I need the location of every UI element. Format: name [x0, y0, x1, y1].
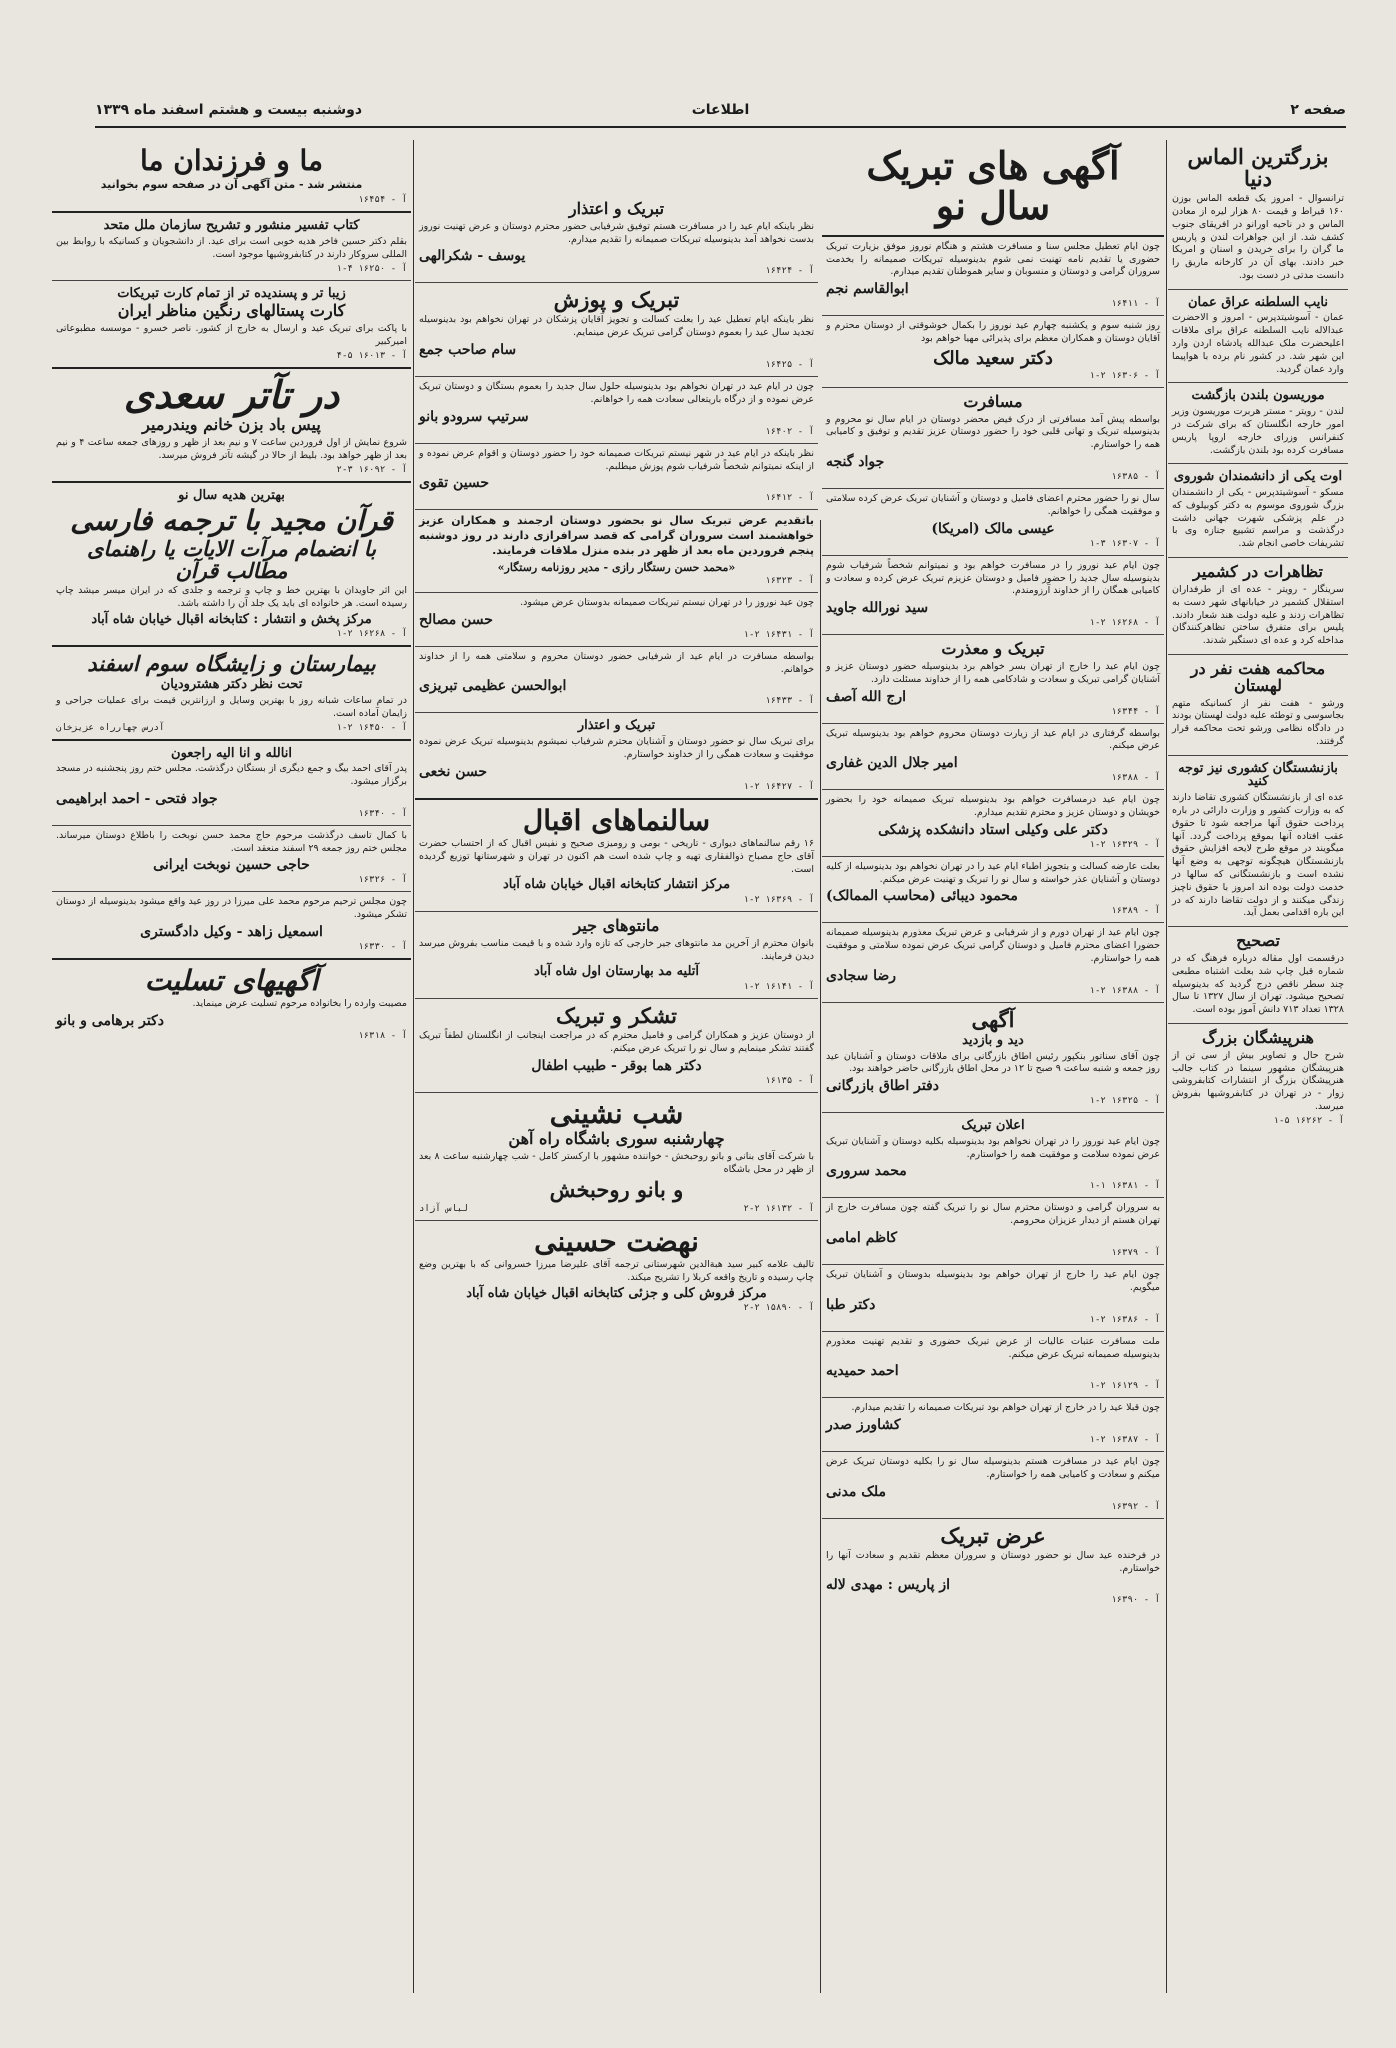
ad-body: شروع نمایش از اول فروردین ساعت ۷ و نیم بعد از ظهر و روزهای جمعه ساعت ۴ و نیم بعد از ظهر خواهد بود. بلیط از حالا در گیشه تآتر فروش میرسد. [56, 437, 408, 462]
ad-body: چون ایام عید نوروز را در تهران نخواهم بود بدینوسیله بکلیه دوستان و آشنایان تبریک عرض نموده سلامت و موفقیت همه را خواستارم. [826, 1135, 1160, 1160]
ad-headline: کارت پستالهای رنگین مناظر ایران [117, 301, 346, 321]
ad-code: آ - ۱۶۴۰۲ [765, 426, 814, 437]
ad-body: چون ایام عید از تهران دورم و از شرفیابی و عرض تبریک معذورم بدینوسیله صمیمانه حضورا اعضای محترم فامیل و دوستان گرامی تبریک عرض نموده سلامتی و موفقیت همه را خواستارم. [826, 927, 1160, 965]
ad-code: آ - ۱۶۰۹۲ ۳-۲ [336, 464, 407, 475]
ad-code: آ - ۱۶۳۰۶ ۲-۱ [1089, 370, 1160, 381]
greeting-ad [415, 444, 818, 511]
greeting-ad [822, 1519, 1164, 1612]
ad-code: آ - ۱۶۳۸۶ ۲-۱ [1089, 1314, 1160, 1325]
news-body: مسکو - آسوشیتدپرس - یکی از دانشمندان بزرگ شوروی موسوم به دکتر کوبیلوف که در علم پزشکی شهرت جهانی داشت درگذشت و مراسم تشییع جنازه وی با تشریفات خاصی انجام شد. [1172, 487, 1344, 550]
ad-code: آ - ۱۶۱۴۱ ۲-۱ [743, 982, 814, 993]
ad-code: آ - ۱۶۳۸۹ [1111, 906, 1160, 917]
ad-signature: «محمد حسن رستگار رازی - مدیر روزنامه رستگار» [497, 560, 736, 574]
ad-signature: محمد سروری [826, 1163, 907, 1180]
greeting-ad [415, 283, 818, 377]
ad-body: بقلم دکتر حسین فاخر هدیه خوبی است برای عید. از دانشجویان و کسانیکه با روابط بین المللی سروکار دارند در کتابفروشیها موجود است. [56, 235, 407, 260]
ad-code: آ - ۱۶۳۶۹ ۲-۱ [743, 895, 814, 906]
ad-code: آ - ۱۶۴۳۳ [765, 696, 814, 707]
greeting-ad [415, 510, 818, 593]
greeting-ad [822, 388, 1164, 489]
ad-code: آ - ۱۶۳۲۹ ۲-۱ [1089, 839, 1160, 850]
ad-code: آ - ۱۶۴۱۲ [765, 493, 814, 504]
ad-headline: قرآن مجید با ترجمه فارسی [70, 503, 393, 537]
ad-subheadline: زیبا تر و پسندیده تر از تمام کارت تبریکات [117, 285, 346, 301]
ad-body: نظر باینکه ایام عید را در مسافرت هستم توفیق شرفیابی حضور محترم دوستان و عرض تهنیت نوروز بدست نخواهد آمد بدینوسیله تبریکات صمیمانه را تقدیم میدارم. [419, 220, 814, 245]
ad-code: آ - ۱۶۳۳۰ [358, 942, 407, 953]
news-body: عمان - آسوشیتدپرس - امروز و الاحضرت عبدالاله نایب السلطنه عراق برای ملاقات اعلیحضرت ملک عبدالله پادشاه اردن وارد این شهر شد. در کشور نام برده با هواپیما وارد عمان گردید. [1172, 312, 1344, 375]
ad-body: بواسطه پیش آمد مسافرتی از درک فیض محضر دوستان در ایام سال نو محروم و بدینوسیله تبریک و تهانی قلبی خود را حضور دوستان عزیز تقدیم و توفیق و کامیابی همه را خواستارم. [826, 413, 1160, 451]
ad-code: آ - ۱۶۳۴۰ [358, 808, 407, 819]
ad-body: چون ایام عید در مسافرت هستم بدینوسیله سال نو را بکلیه دوستان تبریک عرض میکنم و سعادت و کامیابی همه را خواستارم. [826, 1456, 1160, 1480]
greeting-ad [415, 999, 818, 1093]
ad-headline: آگهیهای تسلیت [144, 964, 319, 998]
ad-body: مصیبت وارده را بخانواده مرحوم تسلیت عرض مینماید. [192, 998, 407, 1010]
ad-body: با کمال تاسف درگذشت مرحوم حاج محمد حسن نوبخت را باطلاع دوستان میرساند. مجلس ختم روز جمعه ۲۹ اسفند منعقد است. [56, 829, 407, 854]
greeting-ad [822, 724, 1164, 791]
greeting-ad [822, 1113, 1164, 1198]
ad-signature: ابوالقاسم نجم [826, 281, 909, 298]
column-ads-left [52, 140, 411, 1993]
greeting-ad [822, 635, 1164, 723]
news-item [1168, 383, 1348, 464]
ad-code: آ - ۱۶۲۶۸ ۲-۱ [336, 629, 407, 640]
greeting-ad [822, 489, 1164, 556]
book-ad [415, 1221, 818, 1320]
ad-signature: جواد گنجه [826, 454, 885, 471]
greeting-ad [415, 713, 818, 799]
news-headline: بزرگترین الماس دنیا [1187, 144, 1329, 192]
news-body: ورشو - هفت نفر از کسانیکه متهم بجاسوسی و توطئه علیه دولت لهستان بودند در دادگاه نظامی ورشو تحت محاکمه قرار گرفتند. [1172, 697, 1344, 747]
news-item [1168, 558, 1348, 655]
ad-signature: جواد فتحی - احمد ابراهیمی [56, 790, 218, 807]
ad-address: مرکز پخش و انتشار : کتابخانه اقبال خیابان شاه آباد [91, 611, 372, 627]
greeting-ad [822, 1398, 1164, 1452]
ad-subheadline: پیس باد بزن خانم ویندرمیر [142, 415, 321, 435]
ad-subheadline: دید و بازدید [962, 1032, 1024, 1048]
ad-body: با شرکت آقای بنانی و بانو روحبخش - خواننده مشهور با ارکستر کامل - شب چهارشنبه ساعت ۸ بعد از ظهر در محل باشگاه [419, 1150, 815, 1175]
ad-body: ملت مسافرت عتبات عالیات از عرض تبریک حضوری و تقدیم تهنیت معذورم بدینوسیله صمیمانه تبریک عرض میکنم. [826, 1335, 1160, 1360]
ad-body: چون ایام عید درمسافرت خواهم بود بدینوسیله تبریک صمیمانه خود را بحضور خویشان و دوستان عزیز و محترم تقدیم میدارم. [826, 794, 1160, 818]
ad-body: تالیف علامه کبیر سید هبةالدین شهرستانی ترجمه آقای علیرضا میرزا خسروانی که با بهترین وضع چاپ رسیده و تاریخ واقعه کربلا را تشریح میکند. [419, 1259, 814, 1283]
ad-body: چون ایام عید نوروز را در مسافرت خواهم بود و نمیتوانم شخصاً شرفیاب شوم بدینوسیله سال جدید را حضور فامیل و دوستان عزیزم تبریک عرض کرده و سعادت و کامیابی همگان را از خداوند آرزومندم. [826, 559, 1160, 597]
news-body: سرینگار - رویتر - عده ای از طرفداران استقلال کشمیر در خیابانهای شهر دست به تظاهرات زدند و علیه دولت هند شعار دادند. پلیس برای متفرق ساختن تظاهرکنندگان مداخله کرد و عده ای دستگیر شدند. [1172, 583, 1344, 647]
page-number: صفحه ۲ [1290, 102, 1346, 118]
notice-ad [822, 1003, 1164, 1113]
ad-code: آ - ۱۶۳۲۶ [358, 875, 407, 886]
ad-code: آ - ۱۶۳۸۸ [1111, 773, 1160, 784]
hospital-ad [52, 647, 411, 740]
news-headline: نایب السلطنه عراق عمان [1188, 294, 1328, 310]
ad-address: آتلیه مد بهارستان اول شاه آباد [534, 964, 699, 980]
ad-signature: احمد حمیدیه [826, 1363, 899, 1380]
obituary-ad [52, 892, 411, 960]
ad-signature: دکتر برهامی و بانو [56, 1013, 164, 1030]
ad-signature: اسمعیل زاهد - وکیل دادگستری [140, 924, 323, 941]
news-headline: محاکمه هفت نفر در لهستان [1190, 658, 1326, 695]
ad-code: آ - ۱۶۴۵۴ [358, 195, 407, 206]
calendar-ad [415, 800, 818, 912]
ad-address: مرکز فروش کلی و جزئی کتابخانه اقبال خیابان شاه آباد [466, 1285, 767, 1301]
greeting-ad [822, 857, 1164, 924]
ad-headline: هنرپیشگان بزرگ [1201, 1028, 1314, 1048]
greeting-ad [822, 1332, 1164, 1399]
news-item [1168, 655, 1348, 756]
ad-body: برای تبریک سال نو حضور دوستان و آشنایان محترم شرفیاب نمیشوم بدینوسیله تبریک عرض نموده موفقیت و سعادت همگی را از خداوند خواستارم. [419, 735, 814, 760]
ad-code: آ - ۱۶۲۶۸ ۲-۱ [1089, 618, 1160, 629]
ad-body: چون ایام عید را خارج از تهران بسر خواهم برد بدینوسیله حضور دوستان عزیز و آشنایان گرامی تبریک و سعادت و شادکامی همه را از خداوند مسئلت دارد. [826, 660, 1160, 685]
ad-code: آ - ۱۶۳۷۹ [1111, 1248, 1160, 1259]
news-body: عده ای از بازنشستگان کشوری تقاضا دارند که به وزارت کشور و وزارت دارائی در باره پرداخت حقوق آنها مراجعه شود تا حقوق عقب افتاده آنها بموقع پرداخت گردد. آنها میگویند در موقع طرح لایحه افزایش حقوق بازنشستگان هیچگونه توجهی به وضع آنها نشده است و بازنشستگانی که سالها در خدمت دولت بوده اند امروز با حقوق ناچیز زندگی میکنند و از دولت تقاضا دارند که در این باره اقدامی بعمل آید. [1172, 792, 1344, 919]
ad-code: آ - ۱۶۱۳۵ [765, 1075, 814, 1086]
greeting-ad [415, 647, 818, 714]
ad-address: مرکز انتشار کتابخانه اقبال خیابان شاه آباد [502, 877, 731, 893]
ad-code: آ - ۱۶۳۰۷ ۳-۱ [1089, 538, 1160, 549]
ad-body: شرح حال و تصاویر بیش از سی تن از هنرپیشگان مشهور سینما در کتاب جالب هنرپیشگان بزرگ از انتشارات کتابفروشی زوار - در تهران در کتابفروشیها بفروش میرسد. [1172, 1049, 1344, 1113]
ad-code: آ - ۱۶۳۸۸ ۲-۱ [1089, 985, 1160, 996]
ad-code: آ - ۱۶۴۳۱ ۲-۱ [743, 629, 814, 640]
ad-signature: ملک مدنی [826, 1483, 886, 1500]
ad-signature: سید نورالله جاوید [826, 600, 929, 617]
ad-subheadline: با انضمام مرآت الایات یا راهنمای مطالب قرآن [86, 535, 377, 583]
news-item [1168, 464, 1348, 558]
ad-body: باتقدیم عرض تبریک سال نو بحضور دوستان ارجمند و همکاران عزیز خواهشمند است سروران گرامی که قصد سرافرازی دارند در روز دوشنبه پنجم فروردین ماه بعد از ظهر در بنده منزل ملاقات فرمایند. [419, 514, 814, 558]
ad-headline: آگهی [971, 1006, 1015, 1032]
news-body: درقسمت اول مقاله درباره فرهنگ که در شماره قبل چاپ شد بعلت اشتباه مطبعی چند سطر ناقص درج گردید که بدینوسیله تصحیح میشود. تهران از سال ۱۳۲۷ تا سال ۱۳۲۸ تعداد ۷۱۳ دانش آموز بوده است. [1172, 952, 1344, 1016]
ad-tagline: بهترین هدیه سال نو [178, 487, 285, 503]
ad-star: و بانو روحبخش [549, 1176, 684, 1202]
column-rule [413, 140, 414, 1993]
ad-body: چون مجلس ترحیم مرحوم محمد علی میرزا در روز عید واقع میشود بدینوسیله از دوستان تشکر میشود. [56, 896, 407, 921]
ad-headline: در تآتر سعدی [123, 371, 340, 417]
ad-headline: تبریک و اعتذار [577, 718, 656, 734]
news-headline: موریسون بلندن بازگشت [1191, 388, 1325, 404]
ad-code: آ - ۱۶۴۱۱ [1111, 299, 1160, 310]
greeting-ad [822, 1265, 1164, 1332]
condolence-section [52, 960, 411, 1047]
ad-body: سال نو را حضور محترم اعضای فامیل و دوستان و آشنایان تبریک عرض کرده سلامتی و موفقیت همگی را خواهانم. [826, 493, 1160, 517]
ad-signature: محمود دیبائی (محاسب الممالک) [826, 888, 1018, 905]
greeting-ad [822, 790, 1164, 857]
newspaper-name: اطلاعات [691, 102, 750, 118]
ad-code: آ - ۱۵۸۹۰ ۲-۲ [743, 1303, 814, 1314]
ad-signature: کاظم امامی [826, 1230, 898, 1247]
ad-body: با پاکت برای تبریک عید و ارسال به خارج از کشور. ناصر خسرو - موسسه مطبوعاتی امیرکبیر [56, 322, 407, 347]
coats-ad [415, 912, 818, 999]
ad-signature: سرتیپ سرودو بانو [419, 408, 529, 425]
ad-headline: بیمارستان و زایشگاه سوم اسفند [87, 651, 376, 677]
section-title-block [822, 140, 1164, 237]
ad-body: از دوستان عزیز و همکاران گرامی و فامیل محترم که در مراجعت اینجانب از انگلستان لطفاً تبریک گفتند تشکر مینمایم و سال نو را تبریک عرض میکنم. [419, 1030, 814, 1054]
ad-code: آ - ۱۶۰۱۳ ۵-۴ [336, 350, 407, 361]
ad-code: آ - ۱۶۱۲۹ ۲-۱ [1089, 1381, 1160, 1392]
ad-body: این اثر جاویدان با بهترین خط و چاپ و ترجمه و جلدی که در ایران میسر میشد چاپ رسیده است. هر خانواده ای باید یک جلد آن را داشته باشد. [56, 585, 407, 609]
ad-signature: عیسی مالک (امریکا) [931, 520, 1055, 537]
ad-signature: از پاریس : مهدی لاله [826, 1577, 950, 1594]
ad-code: آ - ۱۶۴۲۵ [765, 360, 814, 371]
ad-body: بانوان محترم از آخرین مد مانتوهای جیر خارجی که تازه وارد شده و با قیمت مناسب بفروش میرسد دیدن فرمایند. [419, 937, 814, 962]
quran-ad [52, 483, 411, 647]
ad-body: چون آقای سناتور بنکپور رئیس اطاق بازرگانی برای ملاقات دوستان و آشنایان عید روز جمعه و شنبه ساعت ۹ صبح تا ۱۲ در محل اطاق بازرگانی حاضر خواهند بود. [826, 1050, 1160, 1075]
ad-headline: تبریک و پوزش [553, 287, 680, 313]
theater-ad [52, 369, 411, 483]
ad-signature: ارج الله آصف [826, 688, 907, 705]
ad-signature: حسن مصالح [419, 611, 493, 628]
greeting-ad [822, 1452, 1164, 1519]
news-item [1168, 756, 1348, 927]
book-ad [52, 213, 411, 280]
ad-code: آ - ۱۶۳۱۸ [358, 1031, 407, 1042]
ad-body: نظر باینکه ایام تعطیل عید را بعلت کسالت و تجویز آقایان پزشکان در تهران نخواهم بود بدینوسیله تجدید سال عید را بعموم دوستان گرامی تبریک عرض مینمایم. [419, 314, 814, 339]
greeting-ad [822, 316, 1164, 388]
ad-headline: ما و فرزندان ما [139, 144, 323, 177]
ad-signature: امیر جلال الدین غفاری [826, 755, 958, 772]
ad-headline: کتاب تفسیر منشور و تشریح سازمان ملل متحد [103, 218, 360, 234]
ad-signature: دکتر طبا [826, 1296, 876, 1313]
postcards-ad [52, 281, 411, 369]
ad-signature: دکتر هما بوقر - طبیب اطفال [531, 1057, 702, 1074]
ad-code: آ - ۱۶۳۸۱ ۱-۱ [1089, 1181, 1160, 1192]
ad-code: آ - ۱۶۴۲۴ [765, 266, 814, 277]
ad-code: آ - ۱۶۳۲۵ ۲-۱ [1089, 1096, 1160, 1107]
obituary-ad [52, 741, 411, 826]
ad-code: آ - ۱۶۱۳۲ ۲-۲ [743, 1203, 814, 1214]
ad-headline: مانتوهای جیر [573, 916, 660, 936]
ad-body: بواسطه گرفتاری در ایام عید از زیارت دوستان محروم خواهم بود بدینوسیله تبریک عرض میکنم. [826, 727, 1160, 752]
ad-body: چون عید نوروز را در تهران نیستم تبریکات صمیمانه بدوستان عرض میشود. [520, 596, 814, 608]
soiree-ad [415, 1093, 818, 1221]
section-title: آگهی های تبریک سال نو [866, 143, 1120, 228]
ad-code: آ - ۱۶۳۴۴ [1111, 706, 1160, 717]
column-greetings [822, 140, 1164, 1993]
news-body: لندن - رویتر - مستر هربرت موریسون وزیر امور خارجه انگلستان که برای شرکت در کنفرانس وزرای خارجه اروپا پاریس مسافرت کرده بود بلندن بازگشت. [1172, 406, 1344, 456]
ad-body: بعلت عارضه کسالت و بتجویز اطباء ایام عید را در تهران نخواهم بود بدینوسیله از کلیه دوستان و آشنایان عذر خواسته و سال نو را تبریک و تهنیت عرض میکنم. [826, 860, 1160, 885]
ad-body: روز شنبه سوم و یکشنبه چهارم عید نوروز را بکمال خوشوقتی از دوستان محترم و آقایان دوستان و همکاران معظم برای پذیرائی مهیا خواهم بود [826, 320, 1160, 345]
ad-body: ۱۶ رقم سالنماهای دیواری - تاریخی - بومی و رومیزی صحیح و نفیس اقبال که از احتساب حضرت آقای حاج مصباح ذوالفقاری تهیه و چاپ شده است هم اکنون در تهران و شهرستانها توزیع گردیده است. [419, 837, 814, 875]
news-headline: تصحیح [1236, 931, 1280, 951]
greeting-ad [415, 195, 818, 283]
news-item [1168, 927, 1348, 1024]
news-item [1168, 140, 1348, 290]
ad-headline: انالله و انا الیه راجعون [171, 745, 292, 761]
news-headline: اوت یکی از دانشمندان شوروی [1173, 469, 1343, 485]
ad-body: نظر باینکه در ایام عید در شهر نیستم تبریکات صمیمانه خود را حضور دوستان و اقوام عرض نموده و از اینکه نمیتوانم شخصاً شرفیاب شوم پوزش میطلبم. [419, 447, 814, 472]
ad-headline: تبریک و معذرت [941, 639, 1045, 659]
greeting-ad [822, 556, 1164, 635]
book-ad [52, 140, 411, 213]
ad-body: چون ایام عید را خارج از تهران خواهم بود بدینوسیله بدوستان و آشنایان تبریک میگویم. [826, 1269, 1160, 1293]
greeting-ad [822, 923, 1164, 1002]
news-headline: تظاهرات در کشمیر [1192, 562, 1323, 582]
page-header [95, 98, 1346, 128]
news-headline: بازنشستگان کشوری نیز توجه کنید [1178, 760, 1338, 790]
ad-code: آ - ۱۶۲۶۲ ۵-۱ [1273, 1115, 1344, 1126]
ad-signature: ابوالحسن عظیمی تبریزی [419, 678, 567, 695]
ad-dress-code: لباس آزاد [419, 1203, 468, 1214]
ad-code-row [56, 723, 407, 733]
ad-signature: حسین تقوی [419, 475, 490, 492]
ad-headline: نهضت حسینی [534, 1224, 699, 1258]
ad-headline: تشکر و تبریک [556, 1003, 677, 1029]
ad-address: آدرس چهارراه عزیزخان [56, 722, 165, 733]
ad-body: چون در ایام عید در تهران نخواهم بود بدینوسیله حلول سال جدید را بعموم بستگان و دوستان تبریک عرض نموده و از درگاه باریتعالی سعادت همه را خواهانم. [419, 381, 814, 405]
ad-body: منتشر شد - متن آگهی آن در صفحه سوم بخوانید [100, 178, 363, 192]
ad-subheadline: چهارشنبه سوری باشگاه راه آهن [508, 1129, 725, 1149]
ad-body: در تمام ساعات شبانه روز با بهترین وسایل و ارزانترین قیمت برای عملیات جراحی و زایمان آماده است. [56, 694, 407, 719]
ad-headline: سالنماهای اقبال [522, 803, 711, 837]
ad-code: آ - ۱۶۳۲۳ [765, 575, 814, 586]
ad-headline: عرض تبریک [940, 1522, 1046, 1548]
ad-headline: مسافرت [963, 391, 1023, 411]
ad-body: در فرخنده عید سال نو حضور دوستان و سروران معظم تقدیم و سعادت آنها را خواستارم. [826, 1549, 1160, 1574]
ad-code: آ - ۱۶۲۵۰ ۴-۱ [336, 263, 407, 274]
greeting-ad [415, 593, 818, 647]
ad-body: به سروران گرامی و دوستان محترم سال نو را تبریک گفته چون مسافرت خارج از تهران هستم از دیدار عزیزان محرومم. [826, 1202, 1160, 1227]
ad-code: آ - ۱۶۳۸۵ [1111, 472, 1160, 483]
news-item [1168, 290, 1348, 384]
ad-body: بواسطه مسافرت در ایام عید از شرفیابی حضور دوستان محروم و سلامتی همه را از خداوند خواهانم. [419, 650, 814, 675]
ad-signature: سام صاحب جمع [419, 342, 517, 359]
ad-block [1168, 1024, 1348, 1132]
ad-code: آ - ۱۶۳۹۲ [1111, 1501, 1160, 1512]
ad-signature: یوسف - شکرالهی [419, 248, 526, 265]
greeting-ad [822, 237, 1164, 316]
ad-code-row [419, 1204, 814, 1214]
ad-signature: دفتر اطاق بازرگانی [826, 1078, 939, 1095]
ad-body: چون قبلا عید را در خارج از تهران خواهم بود تبریکات صمیمانه را تقدیم میدارم. [851, 1402, 1160, 1414]
ad-body: چون ایام تعطیل مجلس سنا و مسافرت هشتم و هنگام نوروز موفق بزیارت تبریک حضوری یا تقدیم نامه تهنیت نمی شوم بدینوسیله تبریکات صمیمانه را بخدمت سروران گرامی و دوستان و منسوبان و سایر هموطنان تقدیم میدارم. [826, 240, 1160, 278]
ad-signature: دکتر علی وکیلی استاد دانشکده پزشکی [878, 821, 1108, 838]
column-ads-center [415, 195, 818, 1993]
greeting-ad [415, 377, 818, 444]
ad-headline: تبریک و اعتذار [568, 199, 665, 218]
ad-headline: اعلان تبریک [961, 1118, 1025, 1134]
column-rule [820, 520, 821, 1993]
ad-code: آ - ۱۶۳۸۷ ۲-۱ [1089, 1435, 1160, 1446]
ad-signature: حسن نخعی [419, 763, 488, 780]
ad-subheadline: تحت نظر دکتر هشترودیان [160, 677, 303, 693]
issue-date: دوشنبه بیست و هشتم اسفند ماه ۱۳۳۹ [95, 102, 363, 118]
ad-code: آ - ۱۶۴۲۷ ۲-۱ [743, 781, 814, 792]
greeting-ad [822, 1198, 1164, 1265]
column-rule [1166, 140, 1167, 1993]
ad-headline: شب نشینی [549, 1096, 684, 1130]
news-body: ترانسوال - امروز یک قطعه الماس بوزن ۱۶۰ قیراط و قیمت ۸۰ هزار لیره از معادن الماس و در ناحیه اورانو در افریقای جنوب کشف شد. از این جواهرات لندن و پاریس ما گران را برای خریدن و اسنان و امریکا خبر دادند. بهای آن در کارخانه ماریق را دانست مدتی در دست بود. [1172, 193, 1344, 281]
ad-signature: دکتر سعید مالک [933, 347, 1053, 369]
obituary-ad [52, 826, 411, 893]
ad-code: آ - ۱۶۳۹۰ [1111, 1595, 1160, 1606]
ad-signature: حاجی حسین نوبخت ایرانی [153, 857, 310, 874]
column-news [1168, 140, 1348, 1993]
ad-body: پدر آقای احمد بیگ و جمع دیگری از بستگان درگذشت. مجلس ختم روز پنجشنبه در مسجد برگزار میشود. [56, 763, 407, 788]
ad-signature: رضا سجادی [826, 967, 897, 984]
ad-code: آ - ۱۶۴۵۰ ۲-۱ [336, 722, 407, 733]
ad-signature: کشاورز صدر [826, 1417, 901, 1434]
